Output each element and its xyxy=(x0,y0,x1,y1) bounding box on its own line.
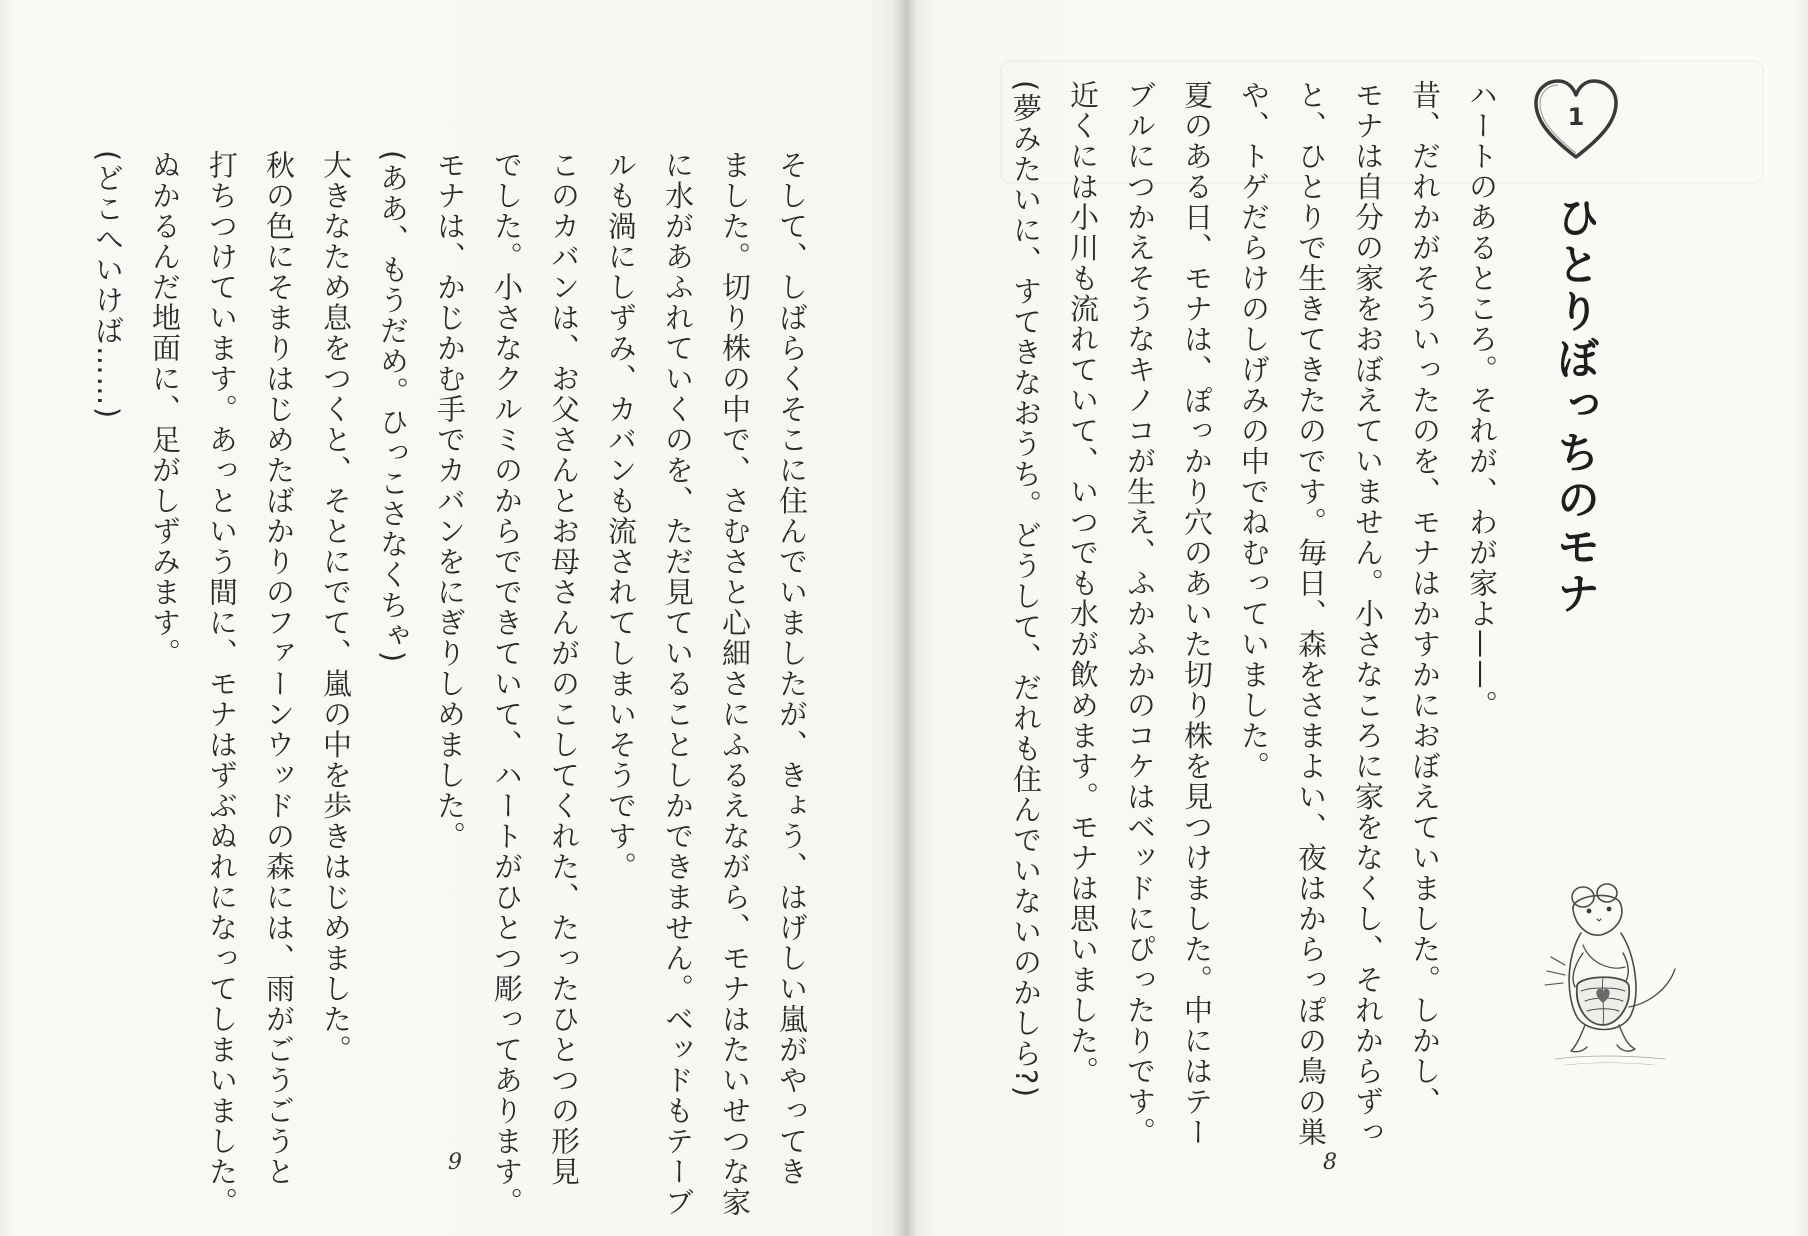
chapter-badge xyxy=(1530,75,1622,165)
left-line: に水があふれていくのを、ただ見ていることしかできません。ベッドもテーブ xyxy=(661,150,695,1218)
page-number-left: 9 xyxy=(448,1150,462,1175)
left-line: (ああ、もうだめ。ひっこさなくちゃ) xyxy=(376,150,410,664)
right-line: 昔、だれかがそういったのを、モナはかすかにおぼえていました。しかし、 xyxy=(1408,80,1442,1117)
page-number-right: 8 xyxy=(1323,1150,1337,1175)
left-page-text xyxy=(91,150,820,1218)
left-line: 秋の色にそまりはじめたばかりのファーンウッドの森には、雨がごうごうと xyxy=(262,150,296,1187)
right-line: (夢みたいに、すてきなおうち。どうして、だれも住んでいないのかしら?) xyxy=(1009,80,1043,1099)
right-line: や、トゲだらけのしげみの中でねむっていました。 xyxy=(1237,80,1271,782)
chapter-title: ひとりぼっちのモナ xyxy=(1550,195,1600,618)
right-page-text xyxy=(1009,80,1510,1148)
right-line: と、ひとりで生きてきたのです。毎日、森をさまよい、夜はからっぽの鳥の巣 xyxy=(1294,80,1328,1148)
right-line: ハートのあるところ。それが、わが家よ——。 xyxy=(1465,80,1499,721)
left-line: モナは、かじかむ手でカバンをにぎりしめました。 xyxy=(433,150,467,852)
left-line: ました。切り株の中で、さむさと心細さにふるえながら、モナはたいせつな家 xyxy=(718,150,752,1218)
left-line: ルも渦にしずみ、カバンも流されてしまいそうです。 xyxy=(604,150,638,882)
left-line: このカバンは、お父さんとお母さんがのこしてくれた、たったひとつの形見 xyxy=(547,150,581,1187)
right-line: モナは自分の家をおぼえていません。小さなころに家をなくし、それからずっ xyxy=(1351,80,1385,1148)
right-line: ブルにつかえそうなキノコが生え、ふかふかのコケはベッドにぴったりです。 xyxy=(1123,80,1157,1148)
right-line: 近くには小川も流れていて、いつでも水が飲めます。モナは思いました。 xyxy=(1066,80,1100,1087)
right-line: 夏のある日、モナは、ぽっかり穴のあいた切り株を見つけました。中にはテー xyxy=(1180,80,1214,1148)
left-line: そして、しばらくそこに住んでいましたが、きょう、はげしい嵐がやってき xyxy=(775,150,809,1187)
left-line: (どこへいけば……) xyxy=(91,150,125,420)
left-line: でした。小さなクルミのからでできていて、ハートがひとつ彫ってあります。 xyxy=(490,150,524,1218)
left-line: ぬかるんだ地面に、足がしずみます。 xyxy=(148,150,182,669)
page-edge-left xyxy=(0,0,14,1236)
left-line: 大きなため息をつくと、そとにでて、嵐の中を歩きはじめました。 xyxy=(319,150,353,1065)
left-line: 打ちつけています。あっという間に、モナはずぶぬれになってしまいました。 xyxy=(205,150,239,1218)
mouse-with-walnut-bag-illustration xyxy=(1525,875,1685,1075)
chapter-number: 1 xyxy=(1567,103,1585,131)
book-gutter xyxy=(893,0,917,1236)
page-edge-right xyxy=(1792,0,1808,1236)
